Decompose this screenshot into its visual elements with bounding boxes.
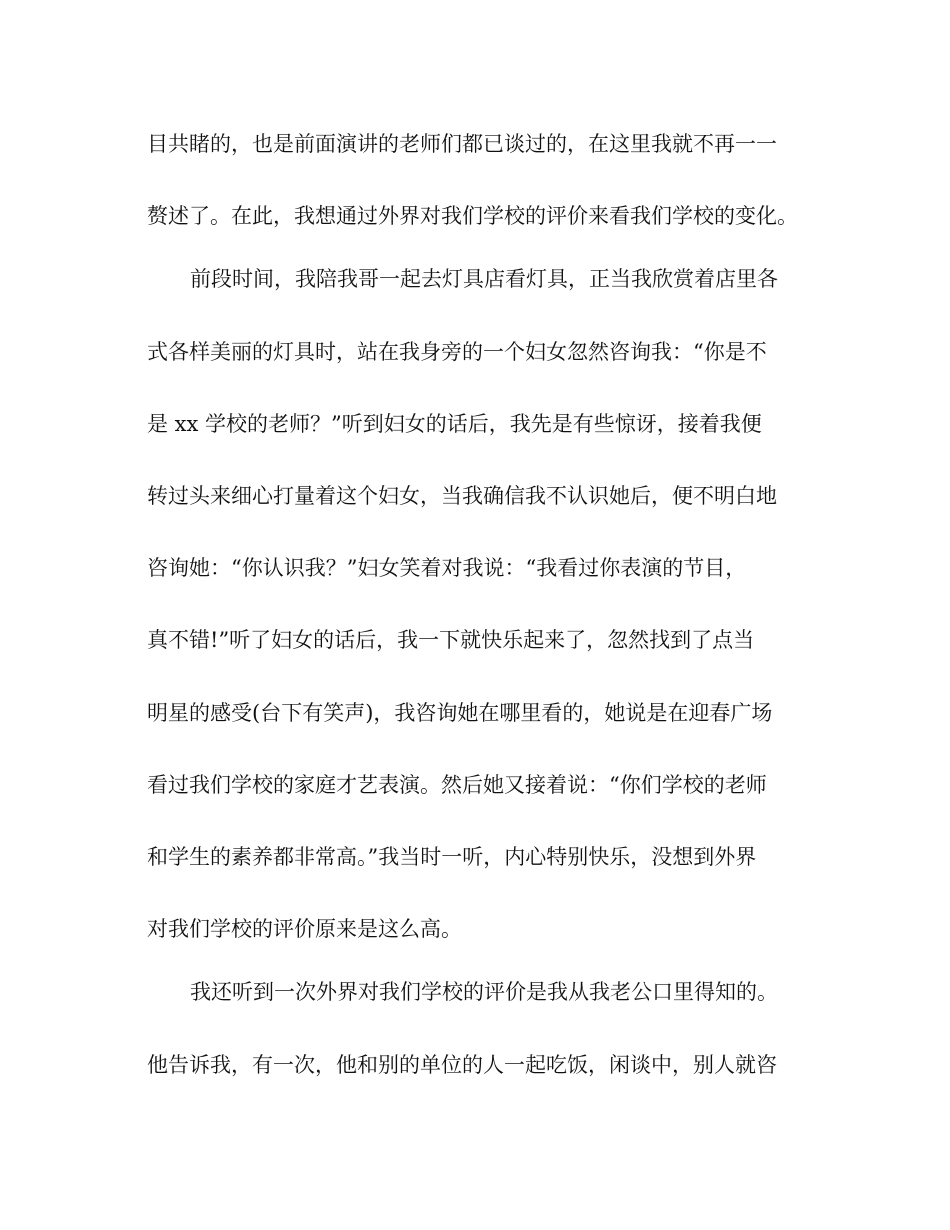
- text-line: 式各样美丽的灯具时，站在我身旁的一个妇女忽然咨询我：“你是不: [147, 340, 767, 364]
- text-line: 真不错!”听了妇女的话后，我一下就快乐起来了，忽然找到了点当: [147, 628, 755, 652]
- text-line: 转过头来细心打量着这个妇女，当我确信我不认识她后，便不明白地: [147, 484, 777, 508]
- paragraph-start-line: 前段时间，我陪我哥一起去灯具店看灯具，正当我欣赏着店里各: [190, 267, 778, 291]
- text-line: 对我们学校的评价原来是这么高。: [147, 917, 462, 941]
- text-line: 目共睹的，也是前面演讲的老师们都已谈过的，在这里我就不再一一: [147, 132, 777, 156]
- text-line: 咨询她：“你认识我？”妇女笑着对我说：“我看过你表演的节目，: [147, 556, 747, 580]
- paragraph-start-line: 我还听到一次外界对我们学校的评价是我从我老公口里得知的。: [190, 980, 778, 1004]
- text-line: 和学生的素养都非常高。”我当时一听，内心特别快乐，没想到外界: [147, 845, 757, 869]
- text-line: 赘述了。在此，我想通过外界对我们学校的评价来看我们学校的变化。: [147, 204, 798, 228]
- text-line: 是 xx 学校的老师？”听到妇女的话后，我先是有些惊讶，接着我便: [147, 412, 762, 436]
- text-line: 看过我们学校的家庭才艺表演。然后她又接着说：“你们学校的老师: [147, 773, 767, 797]
- text-line: 明星的感受(台下有笑声)，我咨询她在哪里看的，她说是在迎春广场: [147, 701, 773, 725]
- text-line: 他告诉我，有一次，他和别的单位的人一起吃饭，闲谈中，别人就咨: [147, 1053, 777, 1077]
